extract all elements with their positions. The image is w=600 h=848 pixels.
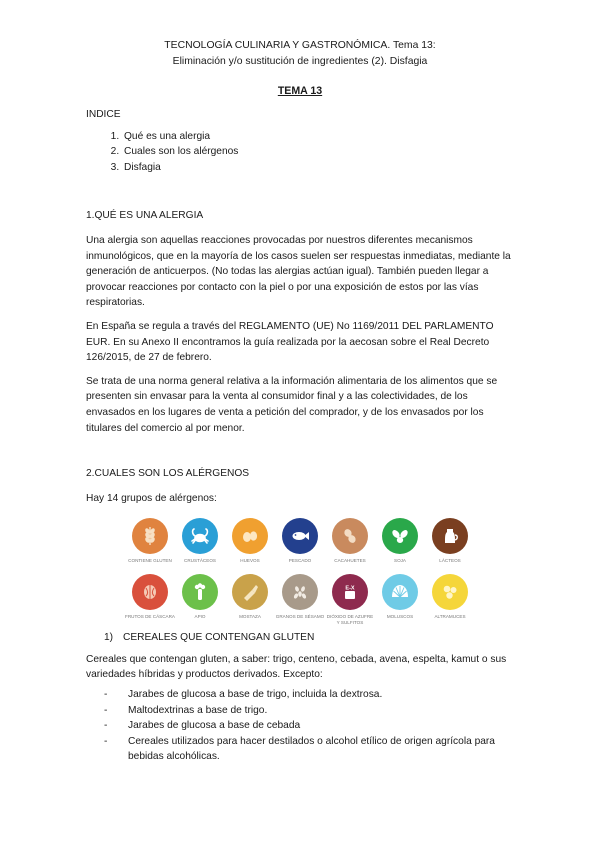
allergen-sulphites (325, 574, 375, 626)
allergen-label: FRUTOS DE CÁSCARA (125, 614, 175, 620)
section-1-title: 1.QUÉ ES UNA ALERGIA (86, 210, 204, 222)
dash-marker: - (104, 720, 108, 732)
allergen-label: LÁCTEOS (439, 558, 461, 564)
mustard-icon (232, 574, 268, 610)
header-line-2: Eliminación y/o sustitución de ingredientes (2). Disfagia (172, 55, 428, 67)
section-1-paragraph: En España se regula a través del REGLAMENTO (UE) No 1169/2011 DEL PARLAMENTO EUR. En su Anexo II encontramos la guía realizada por la aecosan sobre el Real Decreto 126/2015, de 27 de febrero. (86, 320, 494, 364)
sulfite-icon-text: E-X (345, 585, 355, 592)
allergen-label: HUEVOS (240, 558, 260, 564)
milk-jug-icon (432, 518, 468, 554)
shell-icon (382, 574, 418, 610)
allergen-molluscs (375, 574, 425, 626)
list-item-text: Jarabes de glucosa a base de trigo, incluida la dextrosa. (128, 689, 383, 701)
toc-item: 1. Qué es una alergia (122, 129, 514, 145)
topic-title: TEMA 13 (277, 85, 323, 97)
header-line-1: TECNOLOGÍA CULINARIA Y GASTRONÓMICA. Tema 13: (164, 40, 436, 51)
fish-icon (282, 518, 318, 554)
allergen-label: GRANOS DE SÉSAMO (275, 614, 325, 620)
allergen-label: SOJA (394, 558, 406, 564)
allergen-celery (175, 574, 225, 626)
dash-marker: - (104, 689, 108, 701)
allergen-label: CRUSTÁCEOS (184, 558, 216, 564)
sulfite-icon (332, 574, 368, 610)
subsection-title: CEREALES QUE CONTENGAN GLUTEN (123, 632, 315, 644)
list-item (86, 734, 514, 765)
allergen-peanuts (325, 518, 375, 570)
allergen-label: CACAHUETES (334, 558, 366, 564)
document-header (86, 0, 514, 69)
sesame-icon (282, 574, 318, 610)
list-item (86, 703, 514, 719)
allergen-label: MOLUSCOS (386, 614, 414, 620)
exceptions-list (86, 687, 514, 765)
dash-marker: - (104, 704, 108, 716)
section-2-intro: Hay 14 grupos de alérgenos: (86, 492, 217, 504)
list-item (86, 687, 514, 703)
allergen-label: DIÓXIDO DE AZUFRE Y SULFITOS (326, 614, 374, 625)
toc-item: 3. Disfagia (122, 160, 514, 176)
allergen-dairy (425, 518, 475, 570)
soy-icon (382, 518, 418, 554)
section-1-paragraph: Una alergia son aquellas reacciones provocadas por nuestros diferentes mecanismos inmunológicos, que en la mayoría de los casos suelen ser respuestas inmediatas, mediante la generación de anticuerpos. (No todas las alergias actúan igual). También pueden llegar a provocar reacciones por contacto con la piel o por una exposición de estos por las vías respiratorias. (86, 234, 511, 309)
peanut-icon (332, 518, 368, 554)
allergen-gluten (125, 518, 175, 570)
indice-label: INDICE (86, 109, 121, 120)
allergen-lupin (425, 574, 475, 626)
allergen-mustard (225, 574, 275, 626)
subsection-intro: Cereales que contengan gluten, a saber: trigo, centeno, cebada, avena, espelta, kamut o sus variedades híbridas y productos derivados. Excepto: (86, 653, 507, 681)
allergen-soy (375, 518, 425, 570)
allergen-tree-nuts (125, 574, 175, 626)
allergen-label: PESCADO (288, 558, 312, 564)
allergen-sesame (275, 574, 325, 626)
section-1-paragraph: Se trata de una norma general relativa a la información alimentaria de los alimentos que se presenten sin envasar para la venta al consumidor final y a las colectividades, de los envasados en los lugares de venta a petición del comprador, y de los envasados por los titulares del comercio al por menor. (86, 375, 498, 434)
allergen-row (125, 574, 475, 626)
allergen-label: ALTRAMUCES (434, 614, 466, 620)
lupin-icon (432, 574, 468, 610)
allergen-row (125, 518, 475, 570)
subsection-number: 1) (104, 632, 114, 644)
toc-item: 2. Cuales son los alérgenos (122, 144, 514, 160)
nut-icon (132, 574, 168, 610)
section-2-title: 2.CUALES SON LOS ALÉRGENOS (86, 468, 250, 480)
subsection-heading (104, 630, 514, 646)
wheat-icon (132, 518, 168, 554)
allergen-fish (275, 518, 325, 570)
list-item-text: Jarabes de glucosa a base de cebada (128, 720, 301, 732)
crab-icon (182, 518, 218, 554)
celery-icon (182, 574, 218, 610)
eggs-icon (232, 518, 268, 554)
table-of-contents (86, 129, 514, 176)
list-item (86, 718, 514, 734)
allergen-label: APIO (194, 614, 206, 620)
dash-marker: - (104, 735, 108, 747)
allergen-label: CONTIENE GLUTEN (128, 558, 172, 564)
allergen-icons-grid (125, 518, 475, 626)
allergen-eggs (225, 518, 275, 570)
allergen-crustaceans (175, 518, 225, 570)
list-item-text: Cereales utilizados para hacer destilados o alcohol etílico de origen agrícola para bebidas alcohólicas. (128, 735, 495, 763)
allergen-label: MOSTAZA (239, 614, 261, 620)
list-item-text: Maltodextrinas a base de trigo. (128, 704, 268, 716)
